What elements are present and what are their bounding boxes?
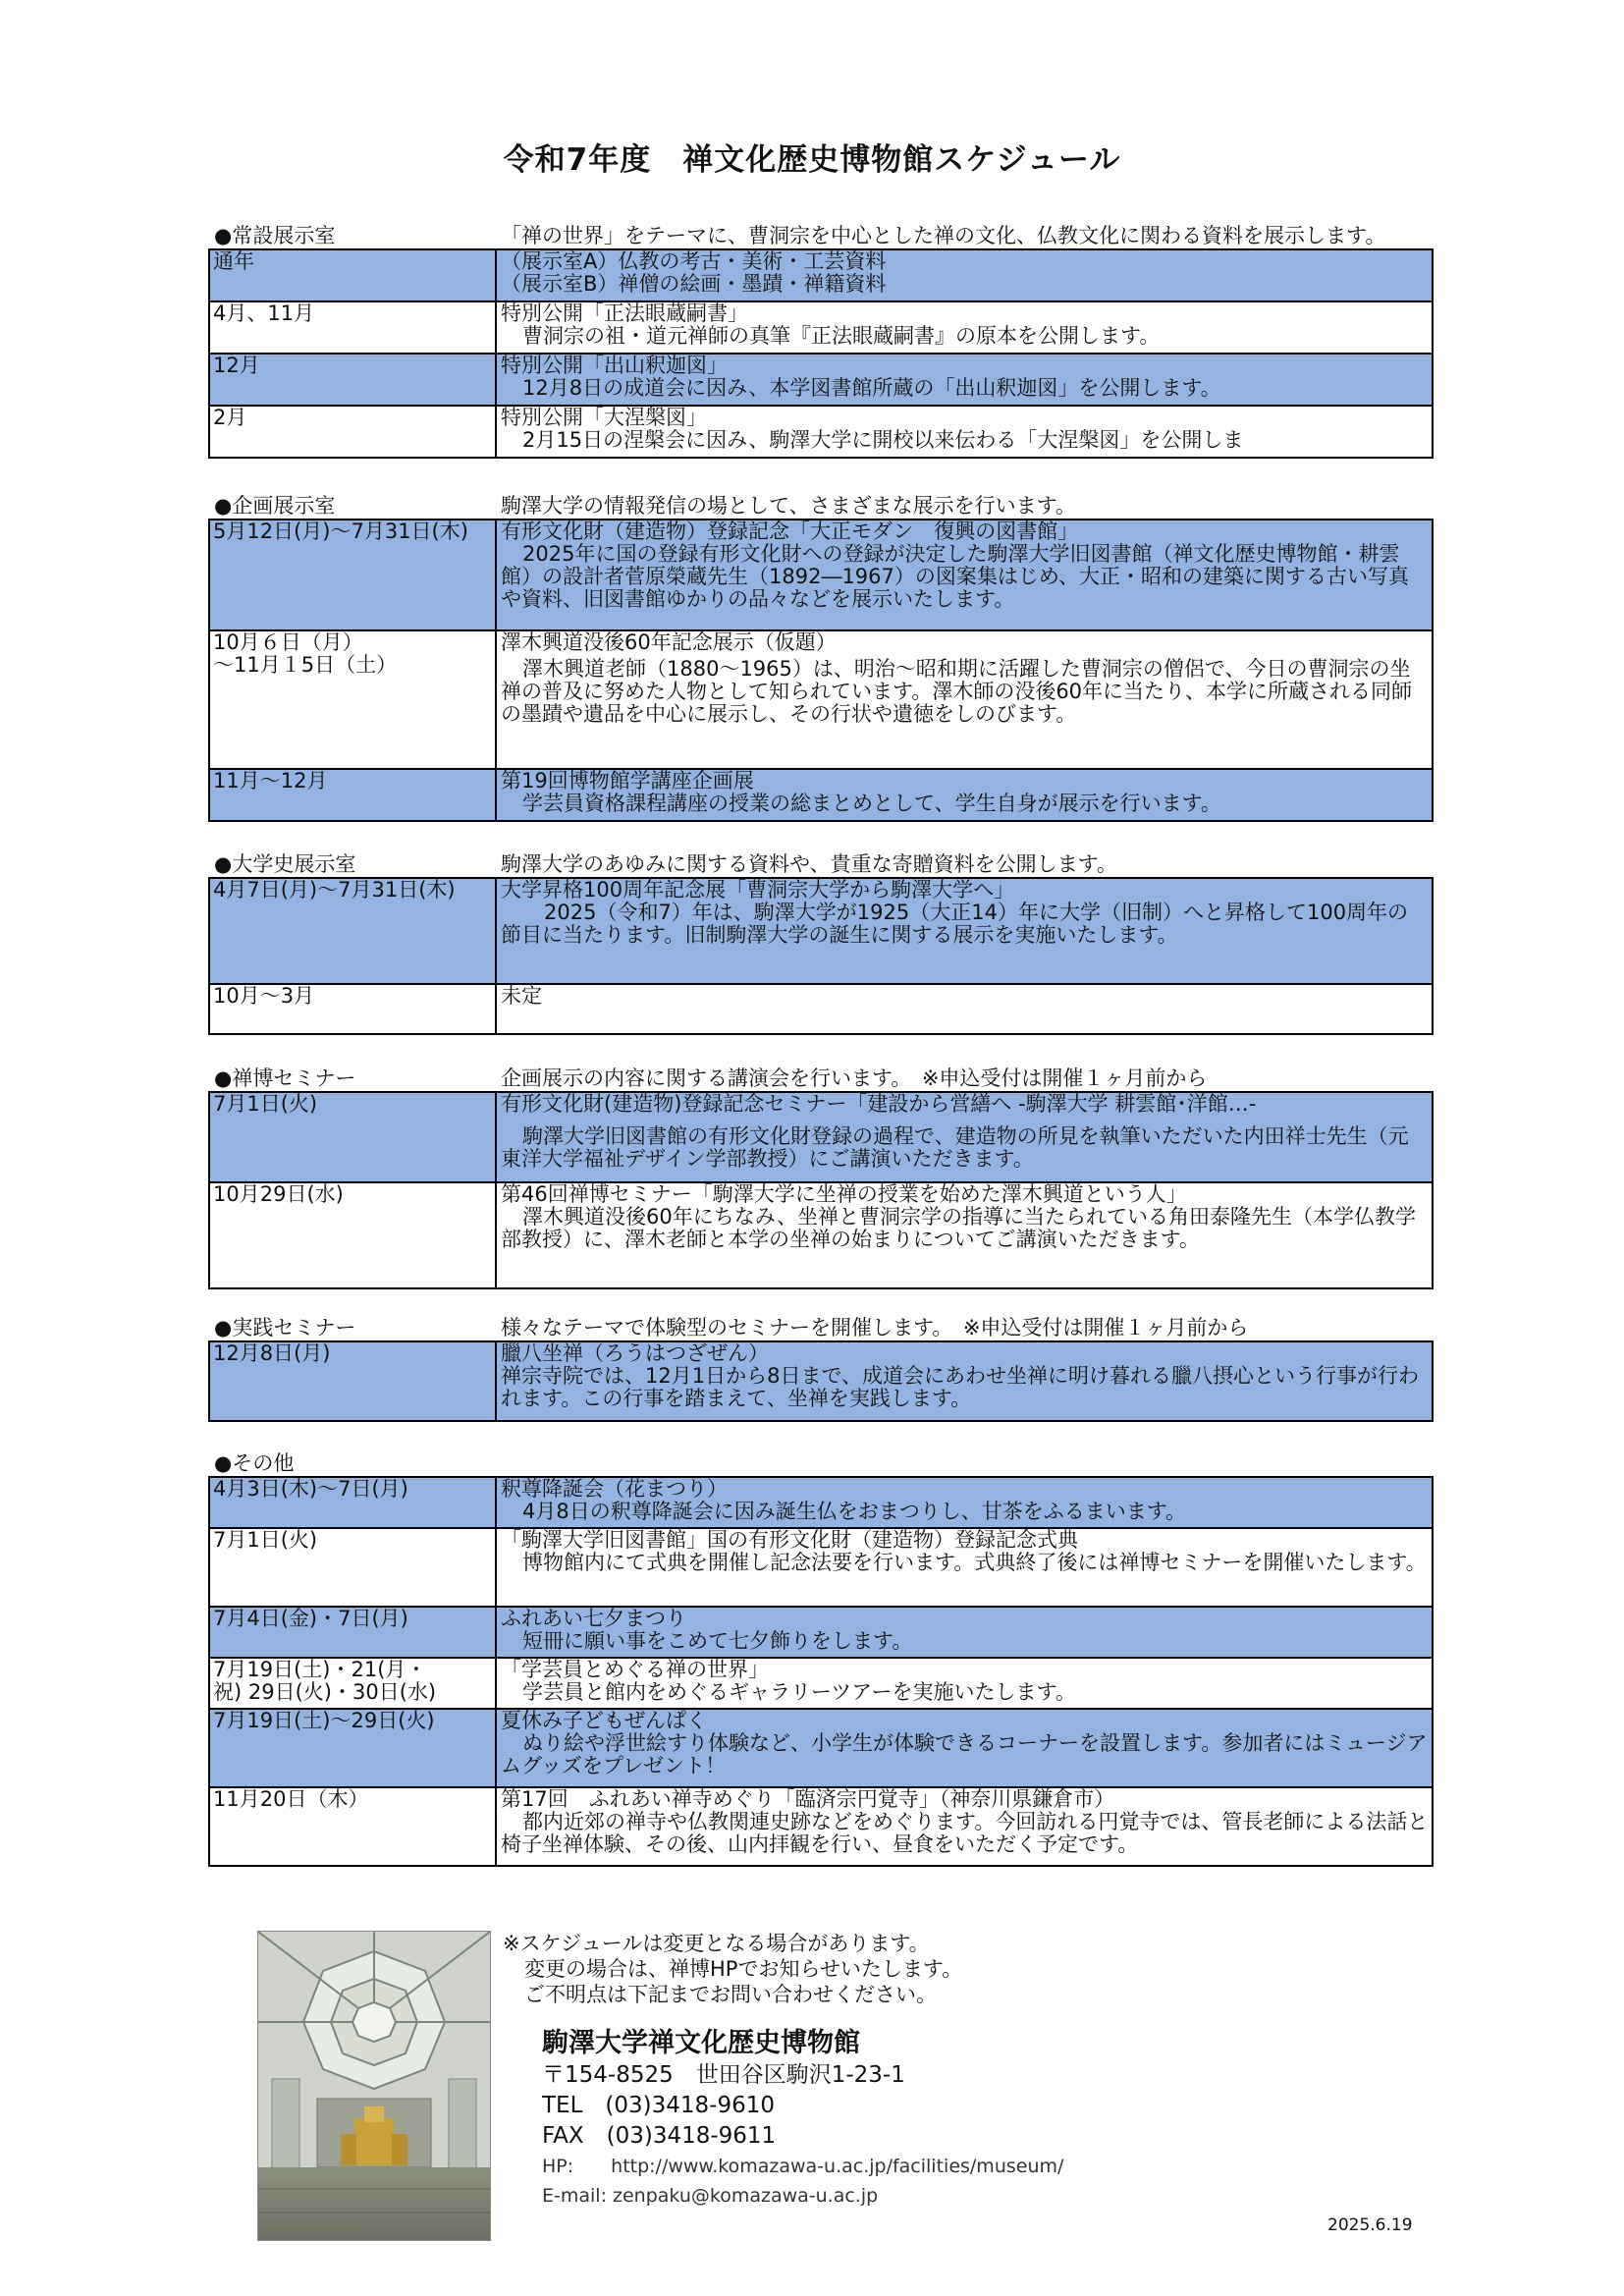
period-cell: 7月4日(金)・7日(月)	[209, 1607, 496, 1658]
org-email-link[interactable]: E-mail: zenpaku@komazawa-u.ac.jp	[542, 2185, 879, 2207]
row-title: 第46回禅博セミナー「駒澤大学に坐禅の授業を始めた澤木興道という人」	[501, 1183, 1187, 1206]
table-row	[209, 354, 1433, 406]
row-title: 特別公開「出山釈迦図」	[501, 355, 728, 377]
table-row	[209, 1607, 1433, 1658]
content-cell	[496, 1182, 1433, 1288]
table-row	[209, 519, 1433, 630]
content-cell	[496, 1092, 1433, 1182]
table-row	[209, 1528, 1433, 1607]
content-cell	[496, 1787, 1433, 1866]
period-cell: 4月7日(月)～7月31日(木)	[209, 878, 496, 984]
section-desc: 様々なテーマで体験型のセミナーを開催します。 ※申込受付は開催１ヶ月前から	[501, 1316, 1249, 1339]
period-cell: 7月1日(火)	[209, 1528, 496, 1607]
period-cell: 7月1日(火)	[209, 1092, 496, 1182]
note-line: 変更の場合は、禅博HPでお知らせいたします。	[524, 1957, 963, 1981]
period-cell: 10月６日（月） ～11月１5日（土）	[209, 630, 496, 769]
row-desc: 2025（令和7）年は、駒澤大学が1925（大正14）年に大学（旧制）へと昇格して100周年の節目に当たります。旧制駒澤大学の誕生に関する展示を実施いたします。	[501, 901, 1409, 947]
issue-date: 2025.6.19	[1327, 2215, 1413, 2235]
contact-block	[542, 2027, 1063, 2211]
row-title: 「学芸員とめぐる禅の世界」	[501, 1659, 769, 1681]
row-desc: 4月8日の釈尊降誕会に因み誕生仏をおまつりし、甘茶をふるまいます。	[522, 1501, 1187, 1523]
section-name: ●大学史展示室	[214, 852, 356, 876]
period-cell: 12月	[209, 354, 496, 406]
section-name: ●その他	[214, 1451, 295, 1475]
table-row	[209, 1658, 1433, 1709]
content-cell	[496, 249, 1433, 301]
museum-interior-illustration	[258, 1932, 490, 2240]
content-cell	[496, 1528, 1433, 1607]
content-cell	[496, 1658, 1433, 1709]
period-cell: 12月8日(月)	[209, 1341, 496, 1421]
row-desc: 都内近郊の禅寺や仏教関連史跡などをめぐります。今回訪れる円覚寺では、管長老師による法話と椅子坐禅体験、その後、山内拝観を行い、昼食をいただく予定です。	[501, 1810, 1429, 1856]
row-line: （展示室B）禅僧の絵画・墨蹟・禅籍資料	[501, 273, 887, 296]
row-desc: 駒澤大学旧図書館の有形文化財登録の過程で、建造物の所見を執筆いただいた内田祥士先生（元東洋大学福祉デザイン学部教授）にご講演いただきます。	[501, 1124, 1409, 1171]
row-desc: 禅宗寺院では、12月1日から8日まで、成道会にあわせ坐禅に明け暮れる臘八摂心という行事が行われます。この行事を踏まえて、坐禅を実践します。	[501, 1364, 1420, 1410]
schedule-table	[208, 519, 1434, 822]
period-cell: 2月	[209, 406, 496, 458]
schedule-table	[208, 877, 1434, 1035]
table-row	[209, 769, 1433, 821]
table-row	[209, 1341, 1433, 1421]
row-desc: 学芸員と館内をめぐるギャラリーツアーを実施いたします。	[522, 1681, 1076, 1704]
content-cell	[496, 878, 1433, 984]
row-desc: 学芸員資格課程講座の授業の総まとめとして、学生自身が展示を行います。	[522, 793, 1221, 815]
section-name: ●常設展示室	[214, 224, 336, 247]
org-address: 〒154-8525 世田谷区駒沢1-23-1	[542, 2062, 905, 2088]
section-desc: 駒澤大学のあゆみに関する資料や、貴重な寄贈資料を公開します。	[501, 852, 1117, 876]
page-title: 令和7年度 禅文化歴史博物館スケジュール	[503, 142, 1121, 178]
row-desc: 澤木興道没後60年にちなみ、坐禅と曹洞宗学の指導に当たられている角田泰隆先生（本学仏教学部教授）に、澤木老師と本学の坐禅の始まりについてご講演いただきます。	[501, 1205, 1416, 1251]
row-title: 「駒澤大学旧図書館」国の有形文化財（建造物）登録記念式典	[501, 1529, 1078, 1552]
row-line: （展示室A）仏教の考古・美術・工芸資料	[501, 250, 887, 273]
row-title: 夏休み子どもぜんぱく	[501, 1710, 707, 1732]
table-row	[209, 630, 1433, 769]
section-desc: 駒澤大学の情報発信の場として、さまざまな展示を行います。	[501, 494, 1076, 518]
row-desc: 曹洞宗の祖・道元禅師の真筆『正法眼蔵嗣書』の原本を公開します。	[522, 325, 1161, 348]
section-desc: 「禅の世界」をテーマに、曹洞宗を中心とした禅の文化、仏教文化に関わる資料を展示します。	[501, 224, 1386, 247]
period-cell: 4月、11月	[209, 301, 496, 354]
content-cell	[496, 769, 1433, 821]
period-cell: 7月19日(土)・21(月・ 祝) 29日(火)・30日(水)	[209, 1658, 496, 1709]
table-row	[209, 984, 1433, 1034]
content-cell	[496, 984, 1433, 1034]
schedule-table	[208, 1476, 1434, 1867]
period-cell: 5月12日(月)～7月31日(木)	[209, 519, 496, 630]
section-name: ●実践セミナー	[214, 1316, 356, 1339]
content-cell	[496, 301, 1433, 354]
org-fax: FAX (03)3418-9611	[542, 2123, 777, 2149]
note-line: ご不明点は下記までお問い合わせください。	[524, 1983, 937, 2006]
content-cell	[496, 630, 1433, 769]
row-title: 有形文化財(建造物)登録記念セミナー「建設から営繕へ -駒澤大学 耕雲館･洋館…-	[501, 1093, 1257, 1116]
row-title: 特別公開「大涅槃図」	[501, 407, 707, 429]
content-cell	[496, 1341, 1433, 1421]
row-desc: 12月8日の成道会に因み、本学図書館所蔵の「出山釈迦図」を公開します。	[522, 377, 1221, 400]
period-cell: 通年	[209, 249, 496, 301]
row-desc: ぬり絵や浮世絵すり体験など、小学生が体験できるコーナーを設置します。参加者にはミュージアムグッズをプレゼント！	[501, 1731, 1428, 1777]
section-name: ●企画展示室	[214, 494, 336, 518]
table-row	[209, 1787, 1433, 1866]
museum-interior-photo	[257, 1931, 491, 2241]
row-title: ふれあい七夕まつり	[501, 1608, 686, 1630]
table-row	[209, 1477, 1433, 1528]
period-cell: 11月～12月	[209, 769, 496, 821]
period-cell: 10月～3月	[209, 984, 496, 1034]
content-cell	[496, 1477, 1433, 1528]
note-line: ※スケジュールは変更となる場合があります。	[503, 1932, 930, 1955]
section-name: ●禅博セミナー	[214, 1066, 356, 1090]
period-cell: 4月3日(木)～7日(月)	[209, 1477, 496, 1528]
schedule-table	[208, 1091, 1434, 1289]
row-title: 大学昇格100周年記念展「曹洞宗大学から駒澤大学へ」	[501, 879, 1015, 902]
table-row	[209, 878, 1433, 984]
table-row	[209, 301, 1433, 354]
notes-block	[503, 1931, 962, 2007]
table-row	[209, 1709, 1433, 1787]
row-title: 釈尊降誕会（花まつり）	[501, 1478, 728, 1501]
content-cell	[496, 406, 1433, 458]
row-title: 澤木興道没後60年記念展示（仮題）	[501, 631, 837, 654]
section-permanent-exhibition	[208, 224, 1434, 459]
table-row	[209, 1092, 1433, 1182]
section-zenpaku-seminar	[208, 1066, 1434, 1289]
row-title: 特別公開「正法眼蔵嗣書」	[501, 302, 748, 325]
section-university-history	[208, 852, 1434, 1035]
schedule-table	[208, 1340, 1434, 1422]
period-cell: 11月20日（木）	[209, 1787, 496, 1866]
section-special-exhibition	[208, 494, 1434, 822]
period-cell: 10月29日(水)	[209, 1182, 496, 1288]
row-desc: 博物館内にて式典を開催し記念法要を行います。式典終了後には禅博セミナーを開催いたします。	[522, 1551, 1427, 1574]
row-desc: 短冊に願い事をこめて七夕飾りをします。	[522, 1630, 913, 1653]
row-title: 未定	[501, 985, 542, 1008]
row-title: 第19回博物館学講座企画展	[501, 770, 754, 793]
row-title: 臘八坐禅（ろうはつざぜん）	[501, 1342, 769, 1365]
schedule-table	[208, 248, 1434, 459]
table-row	[209, 1182, 1433, 1288]
content-cell	[496, 519, 1433, 630]
content-cell	[496, 354, 1433, 406]
period-cell: 7月19日(土)～29日(火)	[209, 1709, 496, 1787]
section-desc: 企画展示の内容に関する講演会を行います。 ※申込受付は開催１ヶ月前から	[501, 1066, 1208, 1090]
section-practice-seminar	[208, 1316, 1434, 1422]
table-row	[209, 406, 1433, 458]
org-homepage-link[interactable]: HP: http://www.komazawa-u.ac.jp/facilities/museum/	[542, 2156, 1064, 2177]
row-desc: 澤木興道老師（1880～1965）は、明治～昭和期に活躍した曹洞宗の僧侶で、今日の曹洞宗の坐禅の普及に努めた人物として知られています。澤木師の没後60年に当たり、本学に所蔵される同師の墨蹟や遺品を中心に展示し、その行状や遺徳をしのびます。	[501, 657, 1413, 726]
org-name: 駒澤大学禅文化歴史博物館	[542, 2028, 860, 2058]
row-desc: 2月15日の涅槃会に因み、駒澤大学に開校以来伝わる「大涅槃図」を公開しま	[522, 429, 1244, 452]
org-tel: TEL (03)3418-9610	[542, 2093, 775, 2118]
row-desc: 2025年に国の登録有形文化財への登録が決定した駒澤大学旧図書館（禅文化歴史博物館・耕雲館）の設計者菅原榮蔵先生（1892―1967）の図案集はじめ、大正・昭和の建築に関する古い写真や資料、旧図書館ゆかりの品々などを展示いたします。	[501, 542, 1410, 611]
table-row	[209, 249, 1433, 301]
section-others	[208, 1451, 1434, 1867]
content-cell	[496, 1709, 1433, 1787]
row-title: 有形文化財（建造物）登録記念「大正モダン 復興の図書館」	[501, 520, 1079, 543]
content-cell	[496, 1607, 1433, 1658]
row-title: 第17回 ふれあい禅寺めぐり「臨済宗円覚寺」（神奈川県鎌倉市）	[501, 1788, 1115, 1811]
